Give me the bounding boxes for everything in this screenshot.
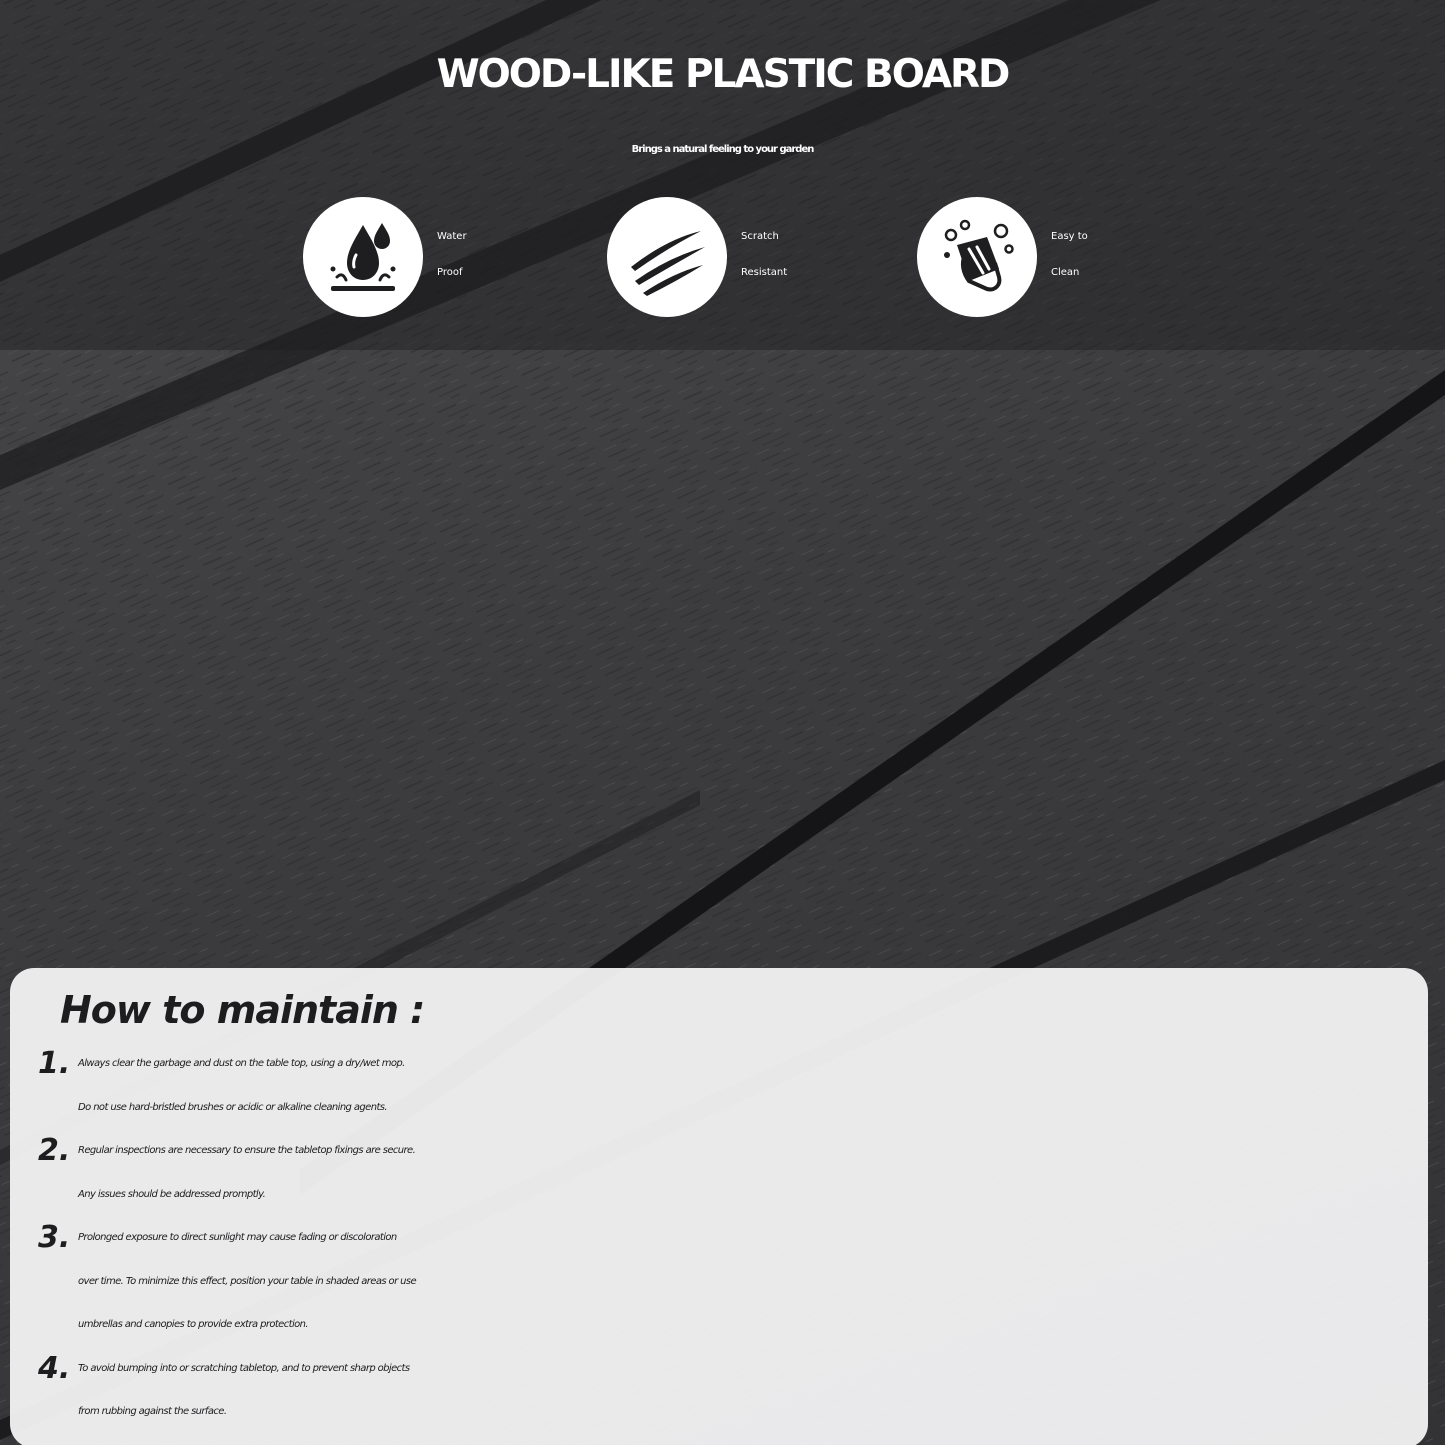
feature-water-proof [303, 197, 623, 317]
feature-easy-to-clean [917, 197, 1237, 317]
feature-label: Water Proof [437, 231, 467, 278]
cleaning-hand-icon [917, 197, 1037, 317]
list-item: 3. Prolonged exposure to direct sunlight may cause fading or discoloration over time. To minimize this effect, position your table in shaded areas or use umbrellas and canopies to provide extra protection. [38, 1220, 417, 1330]
maintenance-panel [10, 968, 1428, 1445]
feature-label: Scratch Resistant [741, 231, 788, 278]
page-subtitle: Brings a natural feeling to your garden [631, 144, 814, 155]
water-drop-icon [303, 197, 423, 317]
feature-label: Easy to Clean [1051, 231, 1088, 278]
scratch-marks-icon [607, 197, 727, 317]
maintenance-list [38, 1042, 1413, 1434]
list-item: 2. Regular inspections are necessary to ensure the tabletop fixings are secure. Any issues should be addressed promptly. [38, 1133, 416, 1200]
maintenance-heading: How to maintain : [60, 988, 425, 1032]
feature-scratch-resistant [607, 197, 937, 317]
list-item: 1. Always clear the garbage and dust on the table top, using a dry/wet mop. Do not use hard-bristled brushes or acidic or alkaline cleaning agents. [38, 1046, 405, 1113]
page-title: WOOD-LIKE PLASTIC BOARD [436, 52, 1009, 97]
list-item: 4. To avoid bumping into or scratching tabletop, and to prevent sharp objects from rubbing against the surface. [38, 1350, 410, 1417]
